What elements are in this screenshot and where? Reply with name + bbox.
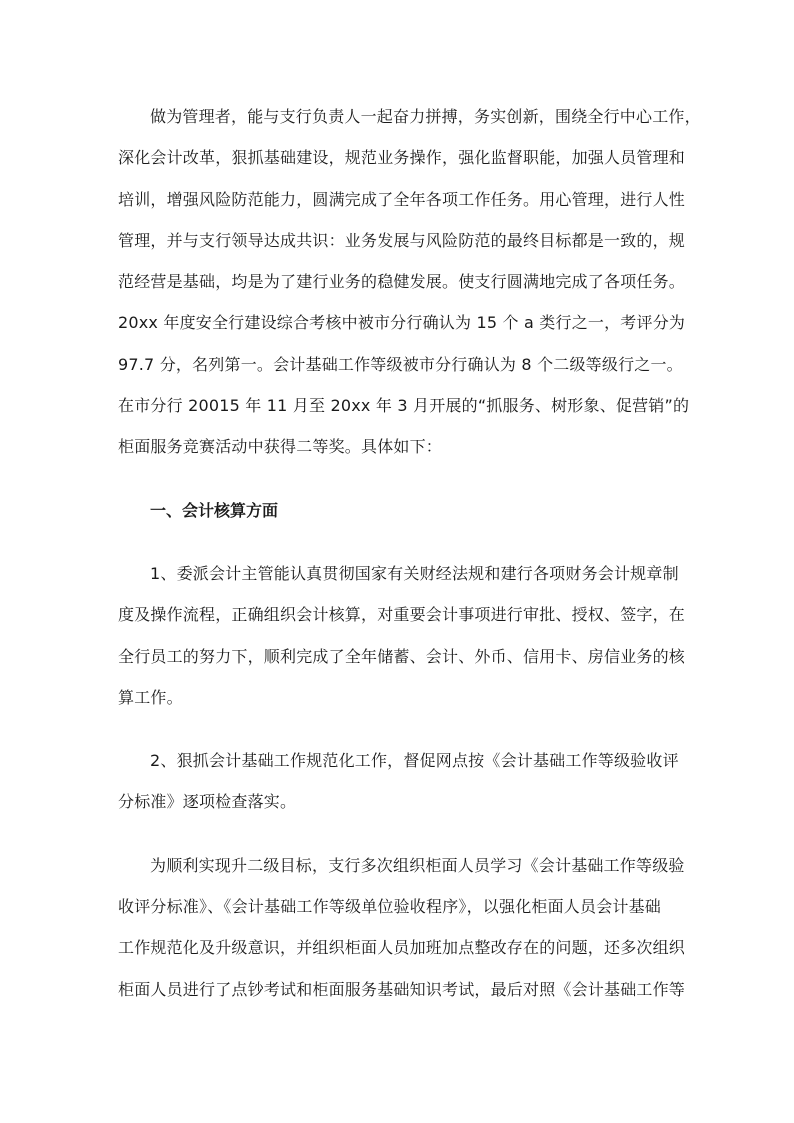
text-line: 度及操作流程，正确组织会计核算，对重要会计事项进行审批、授权、签字，在 <box>118 605 686 625</box>
item-1-paragraph <box>118 553 686 718</box>
text-line: 管理，并与支行领导达成共识：业务发展与风险防范的最终目标都是一致的，规 <box>118 230 686 250</box>
text-line: 工作规范化及升级意识，并组织柜面人员加班加点整改存在的问题，还多次组织 <box>118 938 686 958</box>
text-line: 2、狠抓会计基础工作规范化工作，督促网点按《会计基础工作等级验收评 <box>150 751 679 771</box>
text-line: 柜面服务竞赛活动中获得二等奖。具体如下： <box>118 437 443 457</box>
text-line: 做为管理者，能与支行负责人一起奋力拼搏，务实创新，围绕全行中心工作， <box>150 107 701 126</box>
text-line: 1、委派会计主管能认真贯彻国家有关财经法规和建行各项财务会计规章制 <box>150 563 679 583</box>
text-line: 柜面人员进行了点钞考试和柜面服务基础知识考试，最后对照《会计基础工作等 <box>118 979 686 999</box>
text-line: 算工作。 <box>118 687 183 707</box>
text-line: 培训，增强风险防范能力，圆满完成了全年各项工作任务。用心管理，进行人性 <box>118 189 686 209</box>
text-line: 全行员工的努力下，顺利完成了全年储蓄、会计、外币、信用卡、房信业务的核 <box>118 646 686 666</box>
text-line: 收评分标准》、《会计基础工作等级单位验收程序》，以强化柜面人员会计基础 <box>118 897 662 917</box>
text-line: 深化会计改革，狠抓基础建设，规范业务操作，强化监督职能，加强人员管理和 <box>118 148 686 168</box>
text-line: 分标准》逐项检查落实。 <box>118 792 297 812</box>
intro-paragraph <box>118 96 701 468</box>
text-line: 范经营是基础，均是为了建行业务的稳健发展。使支行圆满地完成了各项任务。 <box>118 272 686 292</box>
item-2-paragraph <box>118 740 678 823</box>
text-line: 97.7 分，名列第一。会计基础工作等级被市分行确认为 8 个二级等级行之一。 <box>118 354 683 374</box>
document-page <box>118 96 701 1010</box>
section-heading: 一、会计核算方面 <box>150 500 279 520</box>
text-line: 在市分行 20015 年 11 月至 20xx 年 3 月开展的“抓服务、树形象、促营销”的 <box>118 396 690 416</box>
text-line: 为顺利实现升二级目标，支行多次组织柜面人员学习《会计基础工作等级验 <box>150 855 685 875</box>
item-3-paragraph <box>118 845 686 1010</box>
text-line: 20xx 年度安全行建设综合考核中被市分行确认为 15 个 a 类行之一，考评分为 <box>118 313 686 333</box>
